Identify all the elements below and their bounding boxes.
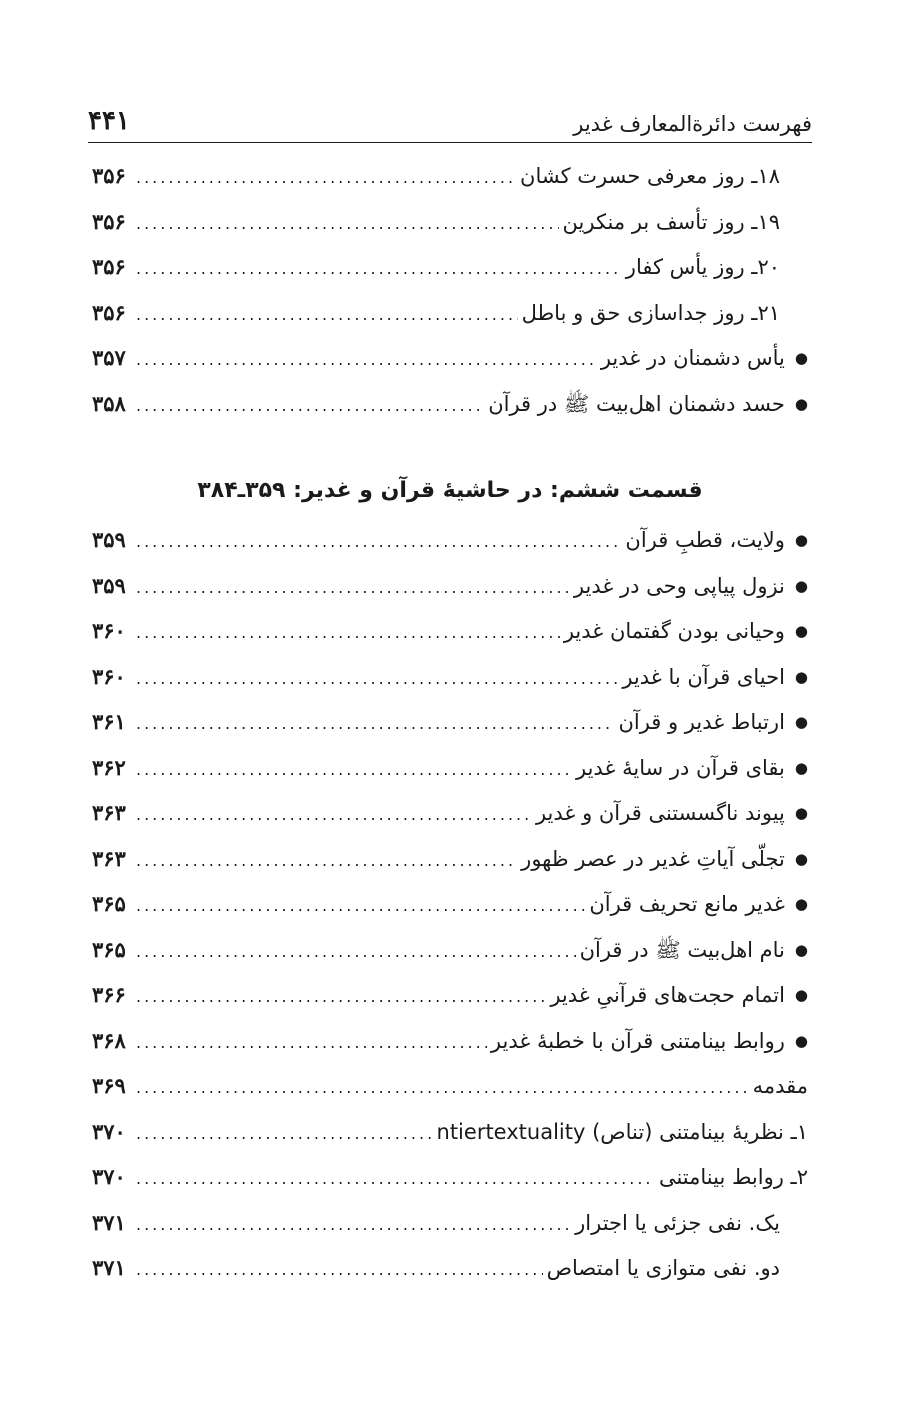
- toc-entry: [92, 254, 808, 300]
- toc-entry-page: ۳۷۰: [92, 1118, 126, 1144]
- toc-entry-title: ۲۰ـ روز یأس کفار: [625, 255, 780, 279]
- toc-entry-title: یک. نفی جزئی یا اجترار: [575, 1210, 780, 1235]
- toc-entry-page: ۳۵۸: [92, 390, 126, 416]
- toc-entry: [92, 345, 808, 391]
- toc-entry-title: ● غدیر مانع تحریف قرآن: [589, 892, 808, 916]
- dot-leader: [136, 714, 614, 733]
- dot-leader: [136, 532, 621, 551]
- toc-entry-title: مقدمه: [752, 1074, 808, 1098]
- dot-leader: [136, 1215, 571, 1234]
- dot-leader: [136, 896, 585, 915]
- dot-leader: [136, 259, 622, 278]
- toc-entry-page: ۳۶۸: [92, 1027, 126, 1053]
- toc-entry-page: ۳۵۷: [92, 345, 126, 370]
- toc-entry-page: ۳۶۲: [92, 754, 126, 780]
- dot-leader: [136, 1033, 487, 1052]
- toc-entry-title: ● اتمام حجت‌های قرآنیِ غدیر: [550, 983, 808, 1007]
- toc-entry-page: ۳۵۹: [92, 527, 126, 552]
- dot-leader: [136, 1078, 749, 1097]
- dot-leader: [136, 350, 597, 369]
- toc-entry-title: ● حسد دشمنان اهل‌بیت ﷺ در قرآن: [488, 391, 808, 422]
- toc-entry: [92, 709, 808, 755]
- toc-entry-page: ۳۶۰: [92, 663, 126, 689]
- toc-entry: [92, 891, 808, 937]
- toc-entry: [92, 846, 808, 892]
- dot-leader: [136, 1124, 433, 1143]
- toc-entry-title: ۱۸ـ روز معرفی حسرت کشان: [520, 164, 780, 188]
- toc-entry-title: ● نزول پیاپی وحی در غدیر: [574, 574, 808, 598]
- toc-entry-page: ۳۶۱: [92, 709, 126, 734]
- toc-entry-title: دو. نفی متوازی یا امتصاص: [546, 1256, 780, 1280]
- toc-entry-title: ۱۹ـ روز تأسف بر منکرین: [562, 209, 780, 234]
- toc-entry: [92, 1073, 808, 1119]
- toc-entry: [92, 937, 808, 983]
- toc-entry: [92, 163, 808, 209]
- toc-entry-title: ● نام اهل‌بیت ﷺ در قرآن: [580, 937, 808, 968]
- toc-entry: [92, 755, 808, 801]
- dot-leader: [136, 760, 572, 779]
- toc-entry: [92, 618, 808, 664]
- toc-entry-page: ۳۵۶: [92, 208, 126, 234]
- dot-leader: [136, 1169, 655, 1188]
- toc-entry-page: ۳۶۵: [92, 936, 126, 962]
- toc-entry-page: ۳۵۶: [92, 254, 126, 279]
- toc-entry: [92, 664, 808, 710]
- toc-entry-title: ۲۱ـ روز جداسازی حق و باطل: [521, 300, 780, 325]
- running-header: [88, 96, 812, 136]
- toc-entry-title: ● ولایت، قطبِ قرآن: [625, 528, 808, 552]
- toc-entry: [92, 1028, 808, 1074]
- toc-entry-page: ۳۶۰: [92, 618, 126, 643]
- dot-leader: [136, 669, 618, 688]
- toc-entry-page: ۳۵۶: [92, 163, 126, 188]
- dot-leader: [136, 987, 546, 1006]
- toc-entry-title: ● پیوند ناگسستنی قرآن و غدیر: [536, 801, 808, 825]
- toc-entry-page: ۳۶۳: [92, 800, 126, 825]
- dot-leader: [136, 942, 576, 961]
- toc-entry-title: ● احیای قرآن با غدیر: [622, 665, 808, 689]
- toc-entry-page: ۳۶۹: [92, 1073, 126, 1098]
- dot-leader: [136, 168, 516, 187]
- toc-entry-page: ۳۵۶: [92, 299, 126, 325]
- page-number: ۴۴۱: [88, 106, 130, 136]
- toc-entry: [92, 1255, 808, 1301]
- toc-entry: [92, 391, 808, 437]
- toc-entry: [92, 1164, 808, 1210]
- toc-entry-title: ● روابط بینامتنی قرآن با خطبهٔ غدیر: [491, 1029, 808, 1053]
- toc-list-bottom: [92, 527, 808, 1301]
- header-rule: [88, 142, 812, 143]
- section-heading: قسمت ششم: در حاشیهٔ قرآن و غدیر: ۳۵۹ـ۳۸۴: [197, 478, 703, 503]
- dot-leader: [136, 851, 517, 870]
- toc-entry-title: ● تجلّی آیاتِ غدیر در عصر ظهور: [521, 847, 808, 871]
- toc-entry-page: ۳۶۵: [92, 891, 126, 916]
- toc-list-top: [92, 163, 808, 436]
- dot-leader: [136, 1260, 543, 1279]
- toc-entry: [92, 209, 808, 255]
- toc-entry-page: ۳۶۶: [92, 982, 126, 1007]
- toc-entry-title: ● ارتباط غدیر و قرآن: [618, 710, 808, 734]
- toc-entry: [92, 527, 808, 573]
- toc-entry-page: ۳۷۱: [92, 1209, 126, 1235]
- toc-entry-page: ۳۵۹: [92, 572, 126, 598]
- toc-entry-title: ● یأس دشمنان در غدیر: [601, 346, 808, 370]
- toc-entry-title: ۲ـ روابط بینامتنی: [658, 1165, 808, 1189]
- running-title: فهرست دائرةالمعارف غدیر: [573, 112, 812, 136]
- dot-leader: [136, 805, 532, 824]
- toc-entry-title: ● بقای قرآن در سایهٔ غدیر: [576, 756, 808, 780]
- toc-entry-page: ۳۷۰: [92, 1164, 126, 1189]
- toc-entry: [92, 300, 808, 346]
- toc-entry-page: ۳۶۳: [92, 845, 126, 871]
- dot-leader: [136, 396, 484, 415]
- toc-entry: [92, 1119, 808, 1165]
- toc-entry-title: ۱ـ نظریهٔ بینامتنی (تناص) ntiertextuality: [436, 1119, 808, 1144]
- toc-entry: [92, 800, 808, 846]
- toc-entry: [92, 573, 808, 619]
- toc-entry: [92, 1210, 808, 1256]
- dot-leader: [136, 305, 518, 324]
- dot-leader: [136, 214, 559, 233]
- dot-leader: [136, 578, 570, 597]
- toc-entry-page: ۳۷۱: [92, 1255, 126, 1280]
- toc-entry-title: ● وحیانی بودن گفتمان غدیر: [564, 619, 808, 643]
- dot-leader: [136, 623, 560, 642]
- toc-entry: [92, 982, 808, 1028]
